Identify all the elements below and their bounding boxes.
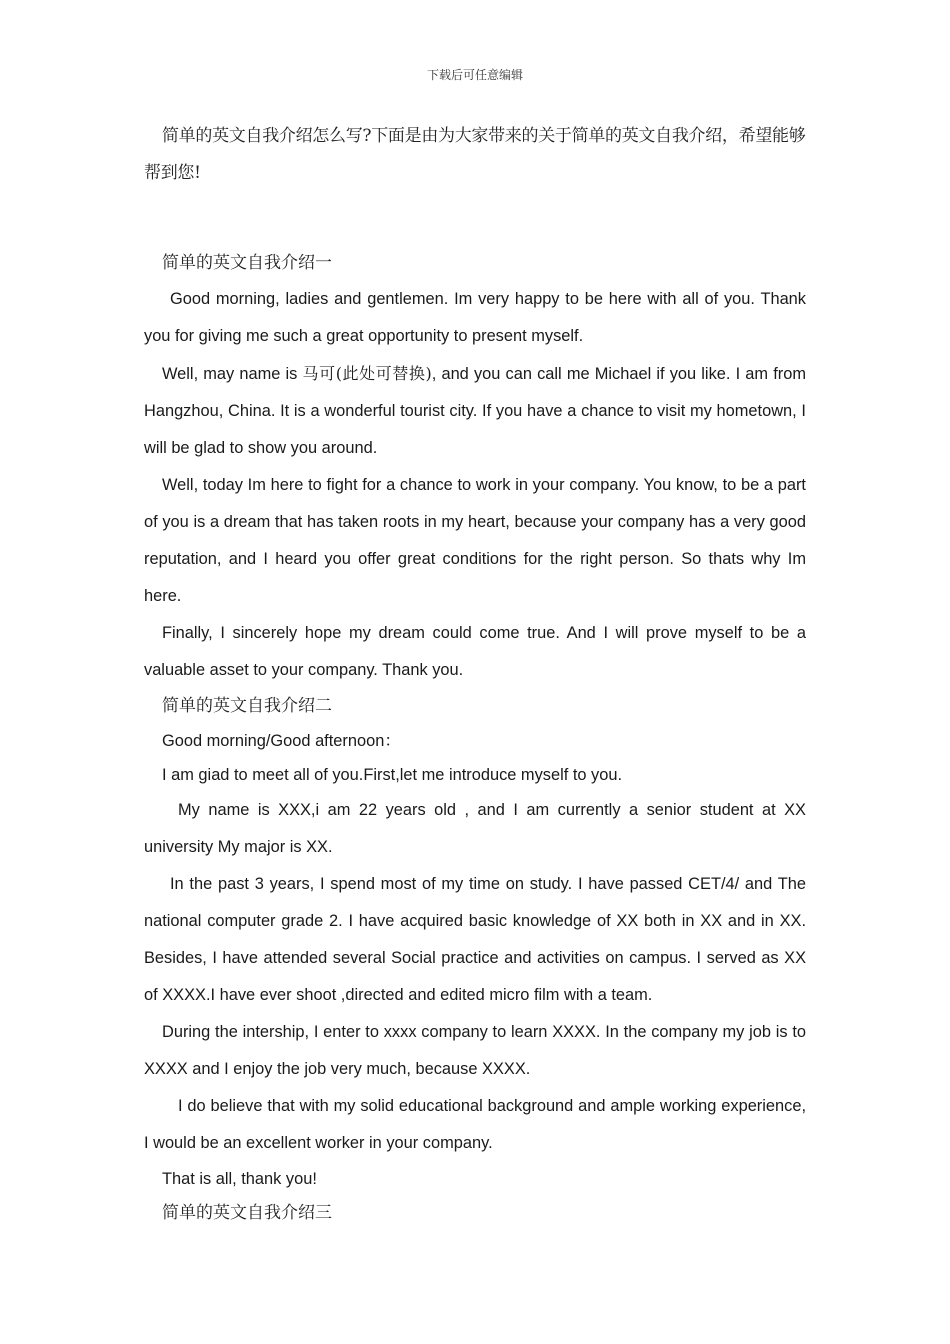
section-1-paragraph-1: Good morning, ladies and gentlemen. Im very happy to be here with all of you. Thank you for giving me such a great opportunity to present myself. xyxy=(144,290,806,345)
section-2-opening: I am giad to meet all of you.First,let me introduce myself to you. xyxy=(162,766,623,784)
section-1-paragraph-2-name: 马可(此处可替换) xyxy=(302,364,432,383)
section-2-greeting: Good morning/Good afternoon： xyxy=(162,732,401,750)
section-3-heading: 简单的英文自我介绍三 xyxy=(162,1203,332,1223)
section-1-paragraph-2 xyxy=(144,355,806,467)
section-1-paragraph-3: Well, today Im here to fight for a chance to work in your company. You know, to be a part of you is a dream that has taken roots in my heart, because your company has a very good reputation, and I heard you offer great conditions for the right person. So thats why Im here. xyxy=(144,476,806,605)
page-header: 下载后可任意编辑 xyxy=(426,68,523,82)
section-2-paragraph-4: I do believe that with my solid educational background and ample working experience, I would be an excellent worker in your company. xyxy=(144,1097,806,1152)
section-2-paragraph-3: During the intership, I enter to xxxx company to learn XXXX. In the company my job is to XXXX and I enjoy the job very much, because XXXX. xyxy=(144,1023,806,1078)
section-1-heading: 简单的英文自我介绍一 xyxy=(162,253,332,273)
section-2-heading: 简单的英文自我介绍二 xyxy=(162,696,332,716)
section-1-paragraph-2-start: Well, may name is xyxy=(162,365,303,383)
section-1-paragraph-4: Finally, I sincerely hope my dream could come true. And I will prove myself to be a valuable asset to your company. Thank you. xyxy=(144,624,806,679)
section-2-paragraph-1: My name is XXX,i am 22 years old , and I am currently a senior student at XX university My major is XX. xyxy=(144,801,806,856)
document-body xyxy=(144,118,806,1231)
section-1-paragraph-2-end: , and you can call me Michael if you like. I am from Hangzhou, China. It is a wonderful tourist city. If you have a chance to visit my hometown, I will be glad to show you around. xyxy=(144,365,806,457)
section-2-closing: That is all, thank you! xyxy=(162,1170,317,1188)
section-2-paragraph-2: In the past 3 years, I spend most of my time on study. I have passed CET/4/ and The national computer grade 2. I have acquired basic knowledge of XX both in XX and in XX. Besides, I have attended several Social practice and activities on campus. I served as XX of XXXX.I have ever shoot ,directed and edited micro film with a team. xyxy=(144,875,806,1004)
intro-paragraph: 简单的英文自我介绍怎么写?下面是由为大家带来的关于简单的英文自我介绍，希望能够帮到您! xyxy=(144,126,806,183)
